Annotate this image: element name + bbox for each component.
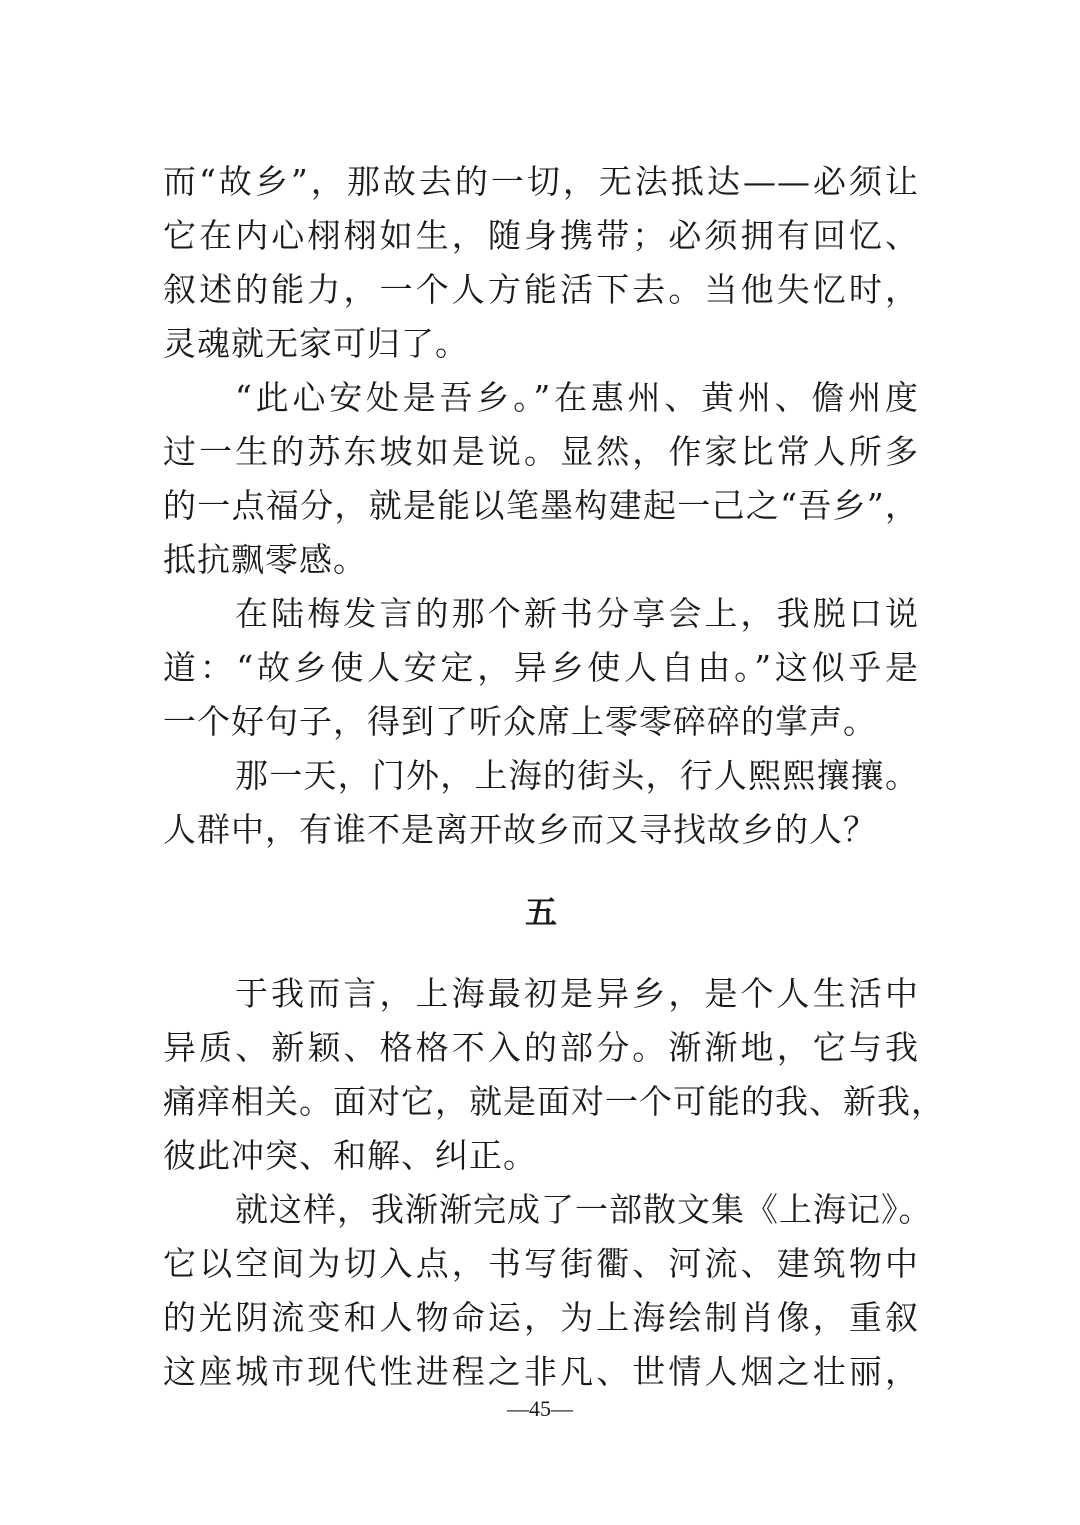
text-line: 一个好句子，得到了听众席上零零碎碎的掌声。	[163, 702, 877, 741]
paragraph-block-after	[163, 967, 945, 1399]
page-number: —45—	[507, 1396, 573, 1421]
text-line: 这座城市现代性进程之非凡、世情人烟之壮丽，	[163, 1352, 919, 1391]
text-line: 那一天，门外，上海的街头，行人熙熙攘攘。	[235, 756, 919, 795]
text-line: “此心安处是吾乡。”在惠州、黄州、儋州度	[235, 378, 919, 417]
paragraph-block-before	[163, 155, 919, 857]
text-line: 痛痒相关。面对它，就是面对一个可能的我、新我，	[163, 1082, 945, 1121]
text-line: 叙述的能力，一个人方能活下去。当他失忆时，	[163, 270, 919, 309]
text-line: 它以空间为切入点，书写街衢、河流、建筑物中	[163, 1244, 919, 1283]
text-line: 就这样，我渐渐完成了一部散文集《上海记》。	[235, 1190, 933, 1229]
text-line: 于我而言，上海最初是异乡，是个人生活中	[235, 974, 919, 1013]
body-text	[163, 155, 945, 1399]
text-line: 的光阴流变和人物命运，为上海绘制肖像，重叙	[163, 1298, 919, 1337]
text-line: 它在内心栩栩如生，随身携带；必须拥有回忆、	[163, 216, 919, 255]
text-line: 道：“故乡使人安定，异乡使人自由。”这似乎是	[163, 648, 919, 687]
text-line: 抵抗飘零感。	[163, 540, 367, 579]
text-line: 在陆梅发言的那个新书分享会上，我脱口说	[235, 594, 919, 633]
section-heading: 五	[524, 893, 557, 931]
text-line: 异质、新颖、格格不入的部分。渐渐地，它与我	[163, 1028, 919, 1067]
text-line: 彼此冲突、和解、纠正。	[163, 1136, 537, 1175]
text-line: 过一生的苏东坡如是说。显然，作家比常人所多	[163, 432, 919, 471]
text-line: 灵魂就无家可归了。	[163, 324, 469, 363]
text-line: 而“故乡”，那故去的一切，无法抵达——必须让	[163, 162, 919, 201]
text-line: 人群中，有谁不是离开故乡而又寻找故乡的人？	[163, 810, 877, 849]
text-line: 的一点福分，就是能以笔墨构建起一己之“吾乡”，	[163, 486, 919, 525]
